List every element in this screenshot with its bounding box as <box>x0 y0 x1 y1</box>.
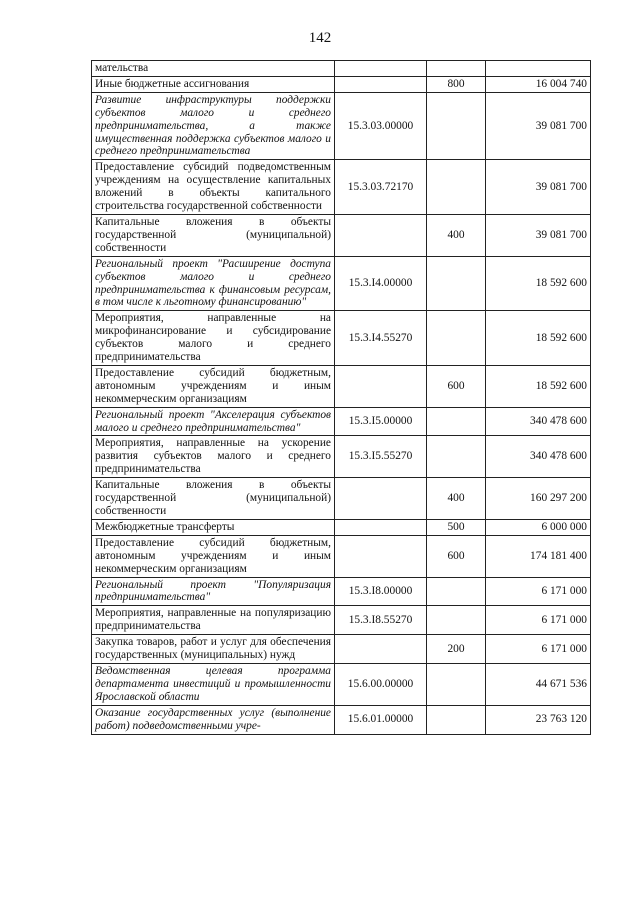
row-amount: 6 171 000 <box>486 635 591 664</box>
row-code <box>335 535 427 577</box>
row-name: Мероприятия, направленные на ускорение развития субъектов малого и среднего предпринимательства <box>92 436 335 478</box>
row-amount: 6 000 000 <box>486 519 591 535</box>
table-row <box>92 61 591 77</box>
table-row <box>92 535 591 577</box>
row-amount: 174 181 400 <box>486 535 591 577</box>
table-body <box>92 61 591 735</box>
table-row <box>92 635 591 664</box>
row-amount: 39 081 700 <box>486 92 591 160</box>
row-expense-type: 600 <box>427 535 486 577</box>
row-expense-type: 200 <box>427 635 486 664</box>
row-amount: 44 671 536 <box>486 663 591 705</box>
row-expense-type: 400 <box>427 214 486 256</box>
row-expense-type <box>427 577 486 606</box>
row-amount: 23 763 120 <box>486 705 591 734</box>
row-amount: 18 592 600 <box>486 365 591 407</box>
row-expense-type: 500 <box>427 519 486 535</box>
table-row <box>92 436 591 478</box>
row-amount: 340 478 600 <box>486 407 591 436</box>
row-amount <box>486 61 591 77</box>
row-name: Ведомственная целевая программа департамента инвестиций и промышленности Ярославской области <box>92 663 335 705</box>
row-expense-type <box>427 311 486 366</box>
table-row <box>92 92 591 160</box>
row-expense-type <box>427 436 486 478</box>
row-code <box>335 365 427 407</box>
row-name: Предоставление субсидий подведомственным учреждениям на осуществление капитальных вложений в объекты капитального строительства государственной собственности <box>92 160 335 215</box>
row-name: Межбюджетные трансферты <box>92 519 335 535</box>
row-code: 15.3.I4.55270 <box>335 311 427 366</box>
row-code: 15.3.I5.55270 <box>335 436 427 478</box>
row-name: Мероприятия, направленные на популяризацию предпринимательства <box>92 606 335 635</box>
row-code: 15.6.01.00000 <box>335 705 427 734</box>
row-expense-type <box>427 92 486 160</box>
row-code: 15.3.I8.00000 <box>335 577 427 606</box>
page-number: 142 <box>308 30 332 46</box>
row-name: Развитие инфраструктуры поддержки субъектов малого и среднего предпринимательства, а также имущественная поддержка субъектов малого и среднего предпринимательства <box>92 92 335 160</box>
table-row <box>92 606 591 635</box>
row-expense-type <box>427 160 486 215</box>
table-row <box>92 519 591 535</box>
row-code: 15.3.I5.00000 <box>335 407 427 436</box>
row-name: Региональный проект "Расширение доступа субъектов малого и среднего предпринимательства к финансовым ресурсам, в том числе к льготному финансированию" <box>92 256 335 311</box>
row-name: Предоставление субсидий бюджетным, автономным учреждениям и иным некоммерческим организациям <box>92 365 335 407</box>
table-row <box>92 407 591 436</box>
row-amount: 18 592 600 <box>486 311 591 366</box>
row-name: Иные бюджетные ассигнования <box>92 76 335 92</box>
row-expense-type <box>427 606 486 635</box>
row-expense-type: 800 <box>427 76 486 92</box>
row-code: 15.3.03.72170 <box>335 160 427 215</box>
row-expense-type: 600 <box>427 365 486 407</box>
row-amount: 18 592 600 <box>486 256 591 311</box>
row-amount: 6 171 000 <box>486 606 591 635</box>
budget-table <box>91 60 591 735</box>
row-name: Закупка товаров, работ и услуг для обеспечения государственных (муниципальных) нужд <box>92 635 335 664</box>
row-code <box>335 478 427 520</box>
row-name: Региональный проект "Популяризация предпринимательства" <box>92 577 335 606</box>
table-row <box>92 663 591 705</box>
row-name: мательства <box>92 61 335 77</box>
row-name: Капитальные вложения в объекты государственной (муниципальной) собственности <box>92 478 335 520</box>
row-expense-type <box>427 61 486 77</box>
row-code <box>335 519 427 535</box>
row-name: Региональный проект "Акселерация субъектов малого и среднего предпринимательства" <box>92 407 335 436</box>
row-code <box>335 214 427 256</box>
row-code: 15.3.I8.55270 <box>335 606 427 635</box>
row-code <box>335 76 427 92</box>
row-expense-type <box>427 256 486 311</box>
row-expense-type: 400 <box>427 478 486 520</box>
row-amount: 6 171 000 <box>486 577 591 606</box>
row-code: 15.3.03.00000 <box>335 92 427 160</box>
row-amount: 39 081 700 <box>486 160 591 215</box>
row-amount: 39 081 700 <box>486 214 591 256</box>
row-code <box>335 635 427 664</box>
row-amount: 340 478 600 <box>486 436 591 478</box>
row-name: Капитальные вложения в объекты государственной (муниципальной) собственности <box>92 214 335 256</box>
table-row <box>92 705 591 734</box>
row-expense-type <box>427 663 486 705</box>
table-row <box>92 214 591 256</box>
row-code: 15.6.00.00000 <box>335 663 427 705</box>
table-row <box>92 160 591 215</box>
row-expense-type <box>427 407 486 436</box>
row-expense-type <box>427 705 486 734</box>
table-row <box>92 256 591 311</box>
row-name: Мероприятия, направленные на микрофинансирование и субсидирование субъектов малого и среднего предпринимательства <box>92 311 335 366</box>
row-name: Оказание государственных услуг (выполнение работ) подведомственными учре- <box>92 705 335 734</box>
row-code <box>335 61 427 77</box>
table-row <box>92 311 591 366</box>
row-code: 15.3.I4.00000 <box>335 256 427 311</box>
row-name: Предоставление субсидий бюджетным, автономным учреждениям и иным некоммерческим организациям <box>92 535 335 577</box>
row-amount: 160 297 200 <box>486 478 591 520</box>
table-row <box>92 577 591 606</box>
row-amount: 16 004 740 <box>486 76 591 92</box>
table-row <box>92 365 591 407</box>
table-row <box>92 76 591 92</box>
table-row <box>92 478 591 520</box>
